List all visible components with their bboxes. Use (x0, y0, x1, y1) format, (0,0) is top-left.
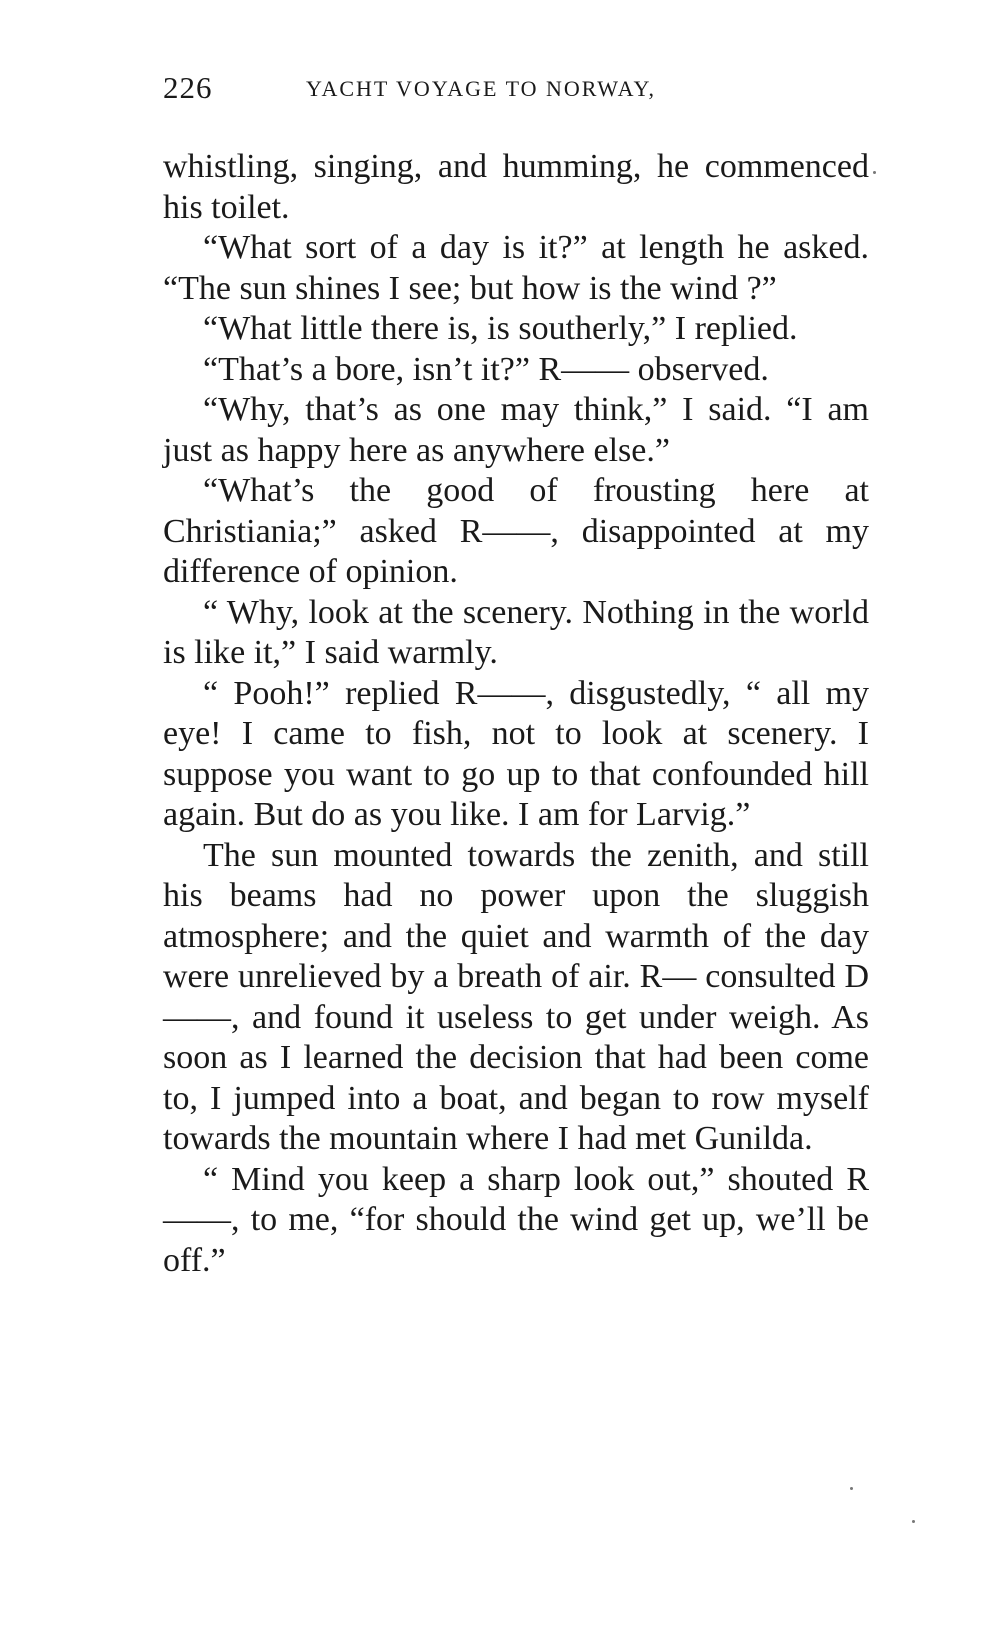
paper-speck (873, 171, 876, 174)
paragraph: “ Why, look at the scenery. Nothing in the world is like it,” I said warmly. (163, 593, 869, 671)
paragraph: “What’s the good of frousting here at Christiania;” asked R——, disappointed at my difference of opinion. (163, 472, 869, 590)
paragraph: “That’s a bore, isn’t it?” R—— observed. (203, 350, 769, 388)
paragraph: “Why, that’s as one may think,” I said. “I am just as happy here as anywhere else.” (163, 391, 869, 469)
paper-speck (850, 1487, 853, 1490)
page-number: 226 (163, 70, 213, 105)
paper-speck (912, 1520, 915, 1523)
paragraph: whistling, singing, and humming, he commenced his toilet. (163, 148, 869, 226)
paragraph: The sun mounted towards the zenith, and still his beams had no power upon the sluggish atmosphere; and the quiet and warmth of the day were unrelieved by a breath of air. R— consulted D——, and found it useless to get under weigh. As soon as I learned the decision that had been come to, I jumped into a boat, and began to row myself towards the mountain where I had met Gunilda. (163, 836, 869, 1157)
running-head (163, 68, 903, 108)
paragraph: “What sort of a day is it?” at length he asked. “The sun shines I see; but how is the wind ?” (163, 229, 869, 307)
paragraph: “ Mind you keep a sharp look out,” shouted R——, to me, “for should the wind get up, we’ll be off.” (163, 1160, 869, 1279)
paragraph: “What little there is, is southerly,” I replied. (203, 310, 798, 347)
running-title: YACHT VOYAGE TO NORWAY, (306, 76, 656, 101)
body-text (163, 147, 869, 1281)
paragraph: “ Pooh!” replied R——, disgustedly, “ all my eye! I came to fish, not to look at scenery. I suppose you want to go up to that confounded hill again. But do as you like. I am for Larvig.” (163, 674, 869, 833)
